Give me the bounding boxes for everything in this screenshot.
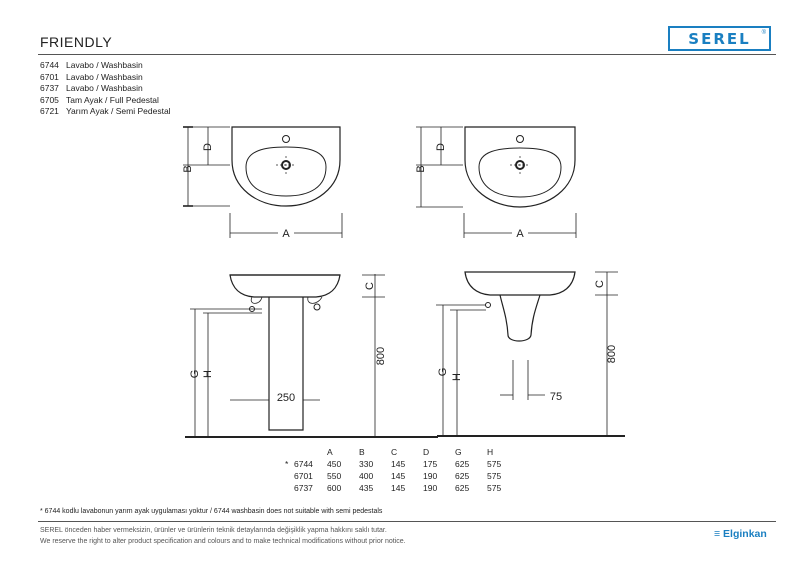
product-code: 6744 xyxy=(40,60,59,70)
row-code: 6737 xyxy=(294,483,313,493)
registered-mark: ® xyxy=(761,30,766,36)
row-code: 6701 xyxy=(294,471,313,481)
product-code: 6721 xyxy=(40,106,59,117)
logo-text: SEREL xyxy=(688,29,751,48)
brand-name: Elginkan xyxy=(723,528,767,540)
semi-pedestal-side-view xyxy=(465,272,575,341)
label-a: A xyxy=(282,228,290,240)
footer-divider xyxy=(38,521,776,522)
label-c: C xyxy=(364,282,376,290)
disclaimer-tr: SEREL önceden haber vermeksizin, ürünler ve ürünlerin teknik detaylarında değişiklik yapma hakkını saklı tutar. xyxy=(40,527,387,534)
row-mark xyxy=(285,482,294,494)
label-height-right: 800 xyxy=(606,344,618,364)
label-g-right: G xyxy=(437,367,449,377)
cell: 190 xyxy=(423,483,438,493)
pedestal-dims xyxy=(185,274,438,437)
cell: 190 xyxy=(423,471,438,481)
cell: 575 xyxy=(487,483,502,493)
cell: 600 xyxy=(327,483,342,493)
table-row xyxy=(285,470,519,482)
col-header-d: D xyxy=(423,447,430,457)
label-b: B xyxy=(182,165,194,173)
cell: 625 xyxy=(455,459,470,469)
product-code: 6737 xyxy=(40,83,59,94)
dimension-lines-right xyxy=(416,127,576,233)
row-code: 6744 xyxy=(294,459,313,469)
product-desc: Tam Ayak / Full Pedestal xyxy=(66,94,159,105)
disclaimer-en: We reserve the right to alter product specification and colours and to make technical modifications without prior notice. xyxy=(40,537,406,545)
cell: 435 xyxy=(359,483,374,493)
label-b-right: B xyxy=(415,165,427,173)
col-header-g: G xyxy=(455,447,462,457)
footnote: * 6744 kodlu lavabonun yarım ayak uygulaması yoktur / 6744 washbasin does not suitable with semi pedestals xyxy=(40,508,383,515)
label-a-right: A xyxy=(516,228,524,240)
washbasin-top-view-right xyxy=(464,127,576,238)
product-code: 6705 xyxy=(40,94,59,105)
label-c-right: C xyxy=(594,280,606,288)
label-h: H xyxy=(202,370,214,378)
drawing-labels xyxy=(182,143,618,404)
col-header-a: A xyxy=(327,447,333,457)
elginkan-logo xyxy=(714,528,767,540)
dimension-lines-left xyxy=(183,127,342,233)
cell: 575 xyxy=(487,471,502,481)
product-code: 6701 xyxy=(40,71,59,82)
cell: 625 xyxy=(455,471,470,481)
full-pedestal-side-view xyxy=(230,275,340,430)
col-header-h: H xyxy=(487,447,494,457)
label-semi-offset: 75 xyxy=(549,391,563,403)
label-pedestal-width: 250 xyxy=(276,392,296,404)
col-header-b: B xyxy=(359,447,365,457)
cell: 145 xyxy=(391,459,406,469)
cell: 145 xyxy=(391,471,406,481)
col-header-c: C xyxy=(391,447,398,457)
cell: 330 xyxy=(359,459,374,469)
cell: 175 xyxy=(423,459,438,469)
table-row xyxy=(285,458,519,470)
cell: 450 xyxy=(327,459,342,469)
table-row xyxy=(285,482,519,494)
label-h-right: H xyxy=(451,373,463,381)
label-d: D xyxy=(202,143,214,151)
dimensions-table xyxy=(285,446,519,494)
product-desc: Lavabo / Washbasin xyxy=(66,60,143,70)
washbasin-top-view-left xyxy=(230,127,342,238)
cell: 625 xyxy=(455,483,470,493)
elginkan-mark-icon: ≡ xyxy=(714,528,724,540)
disclaimer xyxy=(40,526,406,547)
product-desc: Lavabo / Washbasin xyxy=(66,71,143,82)
product-desc: Yarım Ayak / Semi Pedestal xyxy=(66,106,171,117)
page-title: FRIENDLY xyxy=(40,34,113,50)
cell: 400 xyxy=(359,471,374,481)
product-desc: Lavabo / Washbasin xyxy=(66,83,143,94)
cell: 145 xyxy=(391,483,406,493)
semi-pedestal-dims xyxy=(436,272,625,436)
label-height: 800 xyxy=(375,346,387,366)
row-mark: * xyxy=(285,459,289,469)
label-d-right: D xyxy=(435,143,447,151)
table-header-row xyxy=(285,446,519,458)
cell: 575 xyxy=(487,459,502,469)
cell: 550 xyxy=(327,471,342,481)
row-mark xyxy=(285,470,294,482)
label-g: G xyxy=(189,369,201,379)
